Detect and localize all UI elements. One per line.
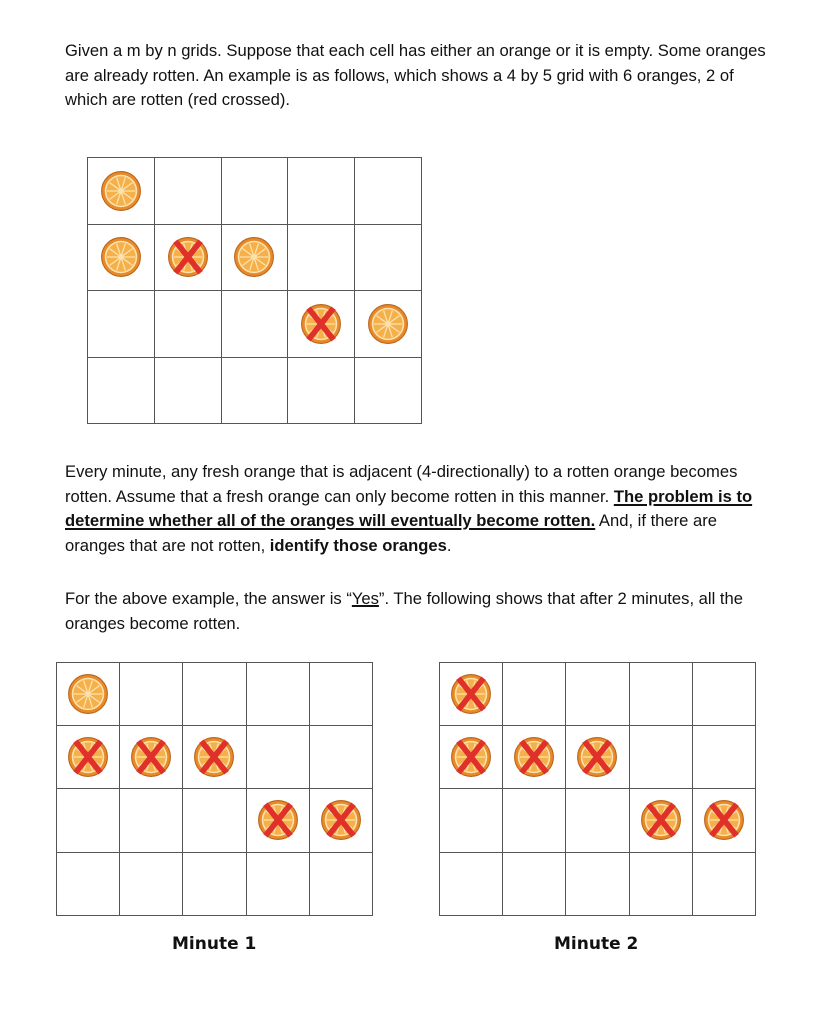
grid-row <box>440 726 756 789</box>
grid-cell <box>692 726 755 789</box>
grid-cell <box>88 158 155 225</box>
grid-cell <box>154 291 221 358</box>
grid-cell <box>120 663 183 726</box>
example-paragraph <box>65 587 775 636</box>
grid-cell <box>88 291 155 358</box>
rule-text: Every minute, any fresh orange that is adjacent (4-directionally) to a rotten orange becomes rotten. Assume that a fresh orange can only become rotten in this manner. <box>65 462 738 506</box>
grid-row <box>88 158 422 225</box>
grid-row <box>440 789 756 852</box>
grid-cell <box>183 663 246 726</box>
grid-cell <box>692 852 755 915</box>
grid-row <box>88 357 422 424</box>
grid-row <box>88 291 422 358</box>
fresh-orange-icon <box>233 236 275 278</box>
grid-cell <box>57 852 120 915</box>
fresh-orange-icon <box>67 673 109 715</box>
grid-cell <box>57 726 120 789</box>
grid-cell <box>440 852 503 915</box>
grid-cell <box>566 726 629 789</box>
rotten-orange-icon <box>450 673 492 715</box>
grid-cell <box>440 726 503 789</box>
rule-text-continued: And, if there are oranges that are not rotten, <box>65 511 717 555</box>
rule-period: . <box>446 535 452 555</box>
grid-row <box>88 224 422 291</box>
answer-text: Yes <box>351 589 379 608</box>
fresh-orange-icon <box>367 303 409 345</box>
grid-cell <box>629 852 692 915</box>
minute-1-caption: Minute 1 <box>172 934 257 954</box>
grid-cell <box>183 726 246 789</box>
grid-cell <box>288 224 355 291</box>
grid-cell <box>57 789 120 852</box>
grid-cell <box>566 789 629 852</box>
fresh-orange-icon <box>100 236 142 278</box>
grid-cell <box>503 789 566 852</box>
grid-cell <box>309 726 372 789</box>
grid-row <box>57 852 373 915</box>
rotten-orange-icon <box>130 736 172 778</box>
grid-cell <box>629 789 692 852</box>
rotten-orange-icon <box>320 799 362 841</box>
grid-cell <box>629 663 692 726</box>
grid-cell <box>120 789 183 852</box>
grid-cell <box>221 158 288 225</box>
grid-cell <box>246 789 309 852</box>
grid-cell <box>629 726 692 789</box>
grid-cell <box>221 291 288 358</box>
minute-2-grid <box>439 662 756 916</box>
grid-cell <box>221 357 288 424</box>
grid-row <box>440 663 756 726</box>
rotten-orange-icon <box>576 736 618 778</box>
grid-row <box>440 852 756 915</box>
grid-cell <box>288 291 355 358</box>
grid-row <box>57 789 373 852</box>
example-text-continued: ”. The following shows that after 2 minutes, all the oranges become rotten. <box>65 589 743 633</box>
identify-oranges-text: identify those oranges <box>269 535 447 555</box>
grid-cell <box>503 726 566 789</box>
grid-cell <box>440 663 503 726</box>
rotten-orange-icon <box>703 799 745 841</box>
grid-cell <box>246 852 309 915</box>
grid-cell <box>355 224 422 291</box>
grid-cell <box>154 224 221 291</box>
grid-cell <box>309 663 372 726</box>
grid-cell <box>120 852 183 915</box>
problem-statement: The problem is to determine whether all of the oranges will eventually become rotten. <box>65 486 753 530</box>
grid-cell <box>246 663 309 726</box>
grid-cell <box>309 852 372 915</box>
grid-cell <box>440 789 503 852</box>
grid-cell <box>692 789 755 852</box>
grid-cell <box>503 852 566 915</box>
grid-cell <box>503 663 566 726</box>
rule-paragraph <box>65 460 775 558</box>
grid-row <box>57 663 373 726</box>
rotten-orange-icon <box>450 736 492 778</box>
grid-cell <box>309 789 372 852</box>
minute-2-caption: Minute 2 <box>554 934 639 954</box>
intro-paragraph: Given a m by n grids. Suppose that each cell has either an orange or it is empty. Some oranges are already rotten. An example is as follows, which shows a 4 by 5 grid with 6 oranges, 2 of which are rotten (red crossed). <box>65 41 766 109</box>
grid-cell <box>88 224 155 291</box>
grid-cell <box>288 158 355 225</box>
grid-cell <box>183 852 246 915</box>
grid-cell <box>566 663 629 726</box>
grid-cell <box>566 852 629 915</box>
fresh-orange-icon <box>100 170 142 212</box>
rotten-orange-icon <box>640 799 682 841</box>
rotten-orange-icon <box>513 736 555 778</box>
grid-cell <box>246 726 309 789</box>
grid-cell <box>154 357 221 424</box>
grid-cell <box>692 663 755 726</box>
example-grid <box>87 157 422 424</box>
grid-cell <box>88 357 155 424</box>
grid-cell <box>355 158 422 225</box>
grid-cell <box>57 663 120 726</box>
rotten-orange-icon <box>167 236 209 278</box>
grid-cell <box>221 224 288 291</box>
grid-cell <box>288 357 355 424</box>
grid-cell <box>120 726 183 789</box>
rotten-orange-icon <box>67 736 109 778</box>
rotten-orange-icon <box>300 303 342 345</box>
grid-row <box>57 726 373 789</box>
rotten-orange-icon <box>257 799 299 841</box>
example-text: For the above example, the answer is “ <box>65 589 352 608</box>
grid-cell <box>154 158 221 225</box>
grid-cell <box>355 357 422 424</box>
grid-cell <box>183 789 246 852</box>
rotten-orange-icon <box>193 736 235 778</box>
grid-cell <box>355 291 422 358</box>
minute-1-grid <box>56 662 373 916</box>
